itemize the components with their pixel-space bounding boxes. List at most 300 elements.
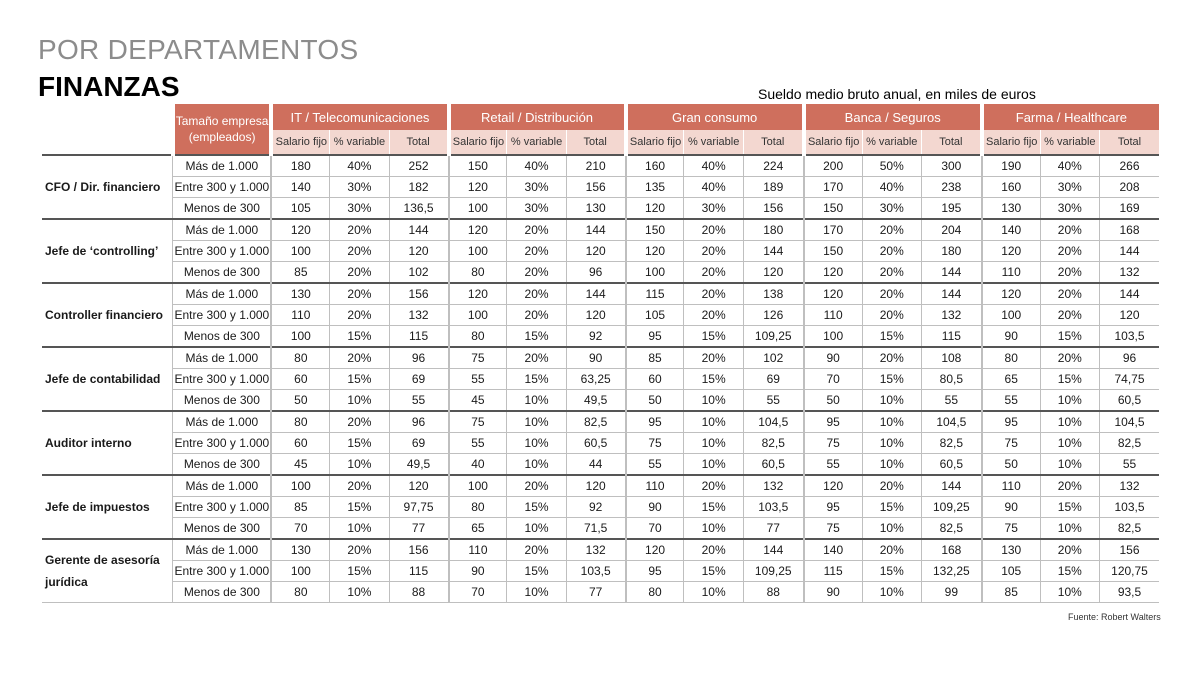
value-cell: 20% xyxy=(330,347,389,369)
value-cell: 15% xyxy=(507,561,566,582)
value-cell: 100 xyxy=(271,241,329,262)
value-cell: 20% xyxy=(684,305,743,326)
value-cell: 180 xyxy=(743,219,803,241)
value-cell: 10% xyxy=(684,411,743,433)
value-cell: 10% xyxy=(330,390,389,412)
value-cell: 115 xyxy=(389,326,448,348)
value-cell: 20% xyxy=(1040,305,1099,326)
value-cell: 20% xyxy=(862,305,921,326)
value-cell: 135 xyxy=(626,177,684,198)
value-cell: 120 xyxy=(566,475,625,497)
value-cell: 20% xyxy=(1040,539,1099,561)
value-cell: 224 xyxy=(743,155,803,177)
value-cell: 10% xyxy=(684,454,743,476)
value-cell: 10% xyxy=(1040,454,1099,476)
value-cell: 115 xyxy=(626,283,684,305)
value-cell: 15% xyxy=(507,497,566,518)
company-size-header: Tamaño empresa (empleados) xyxy=(173,104,272,155)
value-cell: 120 xyxy=(626,198,684,220)
value-cell: 150 xyxy=(449,155,507,177)
value-cell: 168 xyxy=(1100,219,1160,241)
value-cell: 20% xyxy=(862,219,921,241)
value-cell: 20% xyxy=(1040,347,1099,369)
value-cell: 40 xyxy=(449,454,507,476)
company-size-cell: Entre 300 y 1.000 xyxy=(173,433,272,454)
value-cell: 140 xyxy=(271,177,329,198)
value-cell: 15% xyxy=(862,326,921,348)
value-cell: 103,5 xyxy=(1100,497,1160,518)
value-cell: 49,5 xyxy=(566,390,625,412)
value-cell: 169 xyxy=(1100,198,1160,220)
value-cell: 30% xyxy=(862,198,921,220)
value-cell: 144 xyxy=(566,219,625,241)
value-cell: 120 xyxy=(743,262,803,284)
value-cell: 144 xyxy=(743,539,803,561)
company-size-cell: Menos de 300 xyxy=(173,198,272,220)
value-cell: 300 xyxy=(921,155,981,177)
value-cell: 95 xyxy=(982,411,1040,433)
value-cell: 15% xyxy=(330,369,389,390)
column-subheader: % variable xyxy=(507,130,566,155)
value-cell: 65 xyxy=(449,518,507,540)
value-cell: 15% xyxy=(684,497,743,518)
value-cell: 80 xyxy=(449,262,507,284)
value-cell: 156 xyxy=(566,177,625,198)
value-cell: 105 xyxy=(982,561,1040,582)
value-cell: 20% xyxy=(684,219,743,241)
value-cell: 15% xyxy=(862,369,921,390)
value-cell: 10% xyxy=(684,518,743,540)
company-size-cell: Menos de 300 xyxy=(173,518,272,540)
value-cell: 75 xyxy=(982,518,1040,540)
value-cell: 144 xyxy=(1100,283,1160,305)
company-size-cell: Entre 300 y 1.000 xyxy=(173,241,272,262)
value-cell: 69 xyxy=(389,433,448,454)
value-cell: 10% xyxy=(1040,582,1099,603)
value-cell: 103,5 xyxy=(566,561,625,582)
value-cell: 15% xyxy=(1040,369,1099,390)
value-cell: 120 xyxy=(389,241,448,262)
value-cell: 10% xyxy=(862,433,921,454)
value-cell: 170 xyxy=(804,177,862,198)
value-cell: 50 xyxy=(804,390,862,412)
value-cell: 120 xyxy=(1100,305,1160,326)
value-cell: 10% xyxy=(1040,411,1099,433)
group-header: IT / Telecomunicaciones xyxy=(271,104,448,130)
value-cell: 93,5 xyxy=(1100,582,1160,603)
value-cell: 20% xyxy=(862,262,921,284)
value-cell: 120 xyxy=(271,219,329,241)
table-row xyxy=(42,411,1159,433)
value-cell: 15% xyxy=(684,326,743,348)
company-size-cell: Menos de 300 xyxy=(173,390,272,412)
value-cell: 80 xyxy=(449,497,507,518)
value-cell: 40% xyxy=(684,177,743,198)
group-header: Retail / Distribución xyxy=(449,104,626,130)
value-cell: 170 xyxy=(804,219,862,241)
value-cell: 15% xyxy=(507,326,566,348)
value-cell: 63,25 xyxy=(566,369,625,390)
value-cell: 97,75 xyxy=(389,497,448,518)
value-cell: 180 xyxy=(271,155,329,177)
value-cell: 195 xyxy=(921,198,981,220)
value-cell: 150 xyxy=(626,219,684,241)
value-cell: 55 xyxy=(449,433,507,454)
value-cell: 20% xyxy=(507,539,566,561)
company-size-cell: Menos de 300 xyxy=(173,454,272,476)
value-cell: 10% xyxy=(862,518,921,540)
value-cell: 160 xyxy=(626,155,684,177)
value-cell: 20% xyxy=(507,219,566,241)
value-cell: 102 xyxy=(389,262,448,284)
value-cell: 110 xyxy=(626,475,684,497)
role-label: Jefe de impuestos xyxy=(42,475,173,539)
value-cell: 110 xyxy=(271,305,329,326)
value-cell: 189 xyxy=(743,177,803,198)
value-cell: 88 xyxy=(389,582,448,603)
value-cell: 15% xyxy=(684,369,743,390)
value-cell: 110 xyxy=(982,262,1040,284)
value-cell: 109,25 xyxy=(743,561,803,582)
value-cell: 130 xyxy=(566,198,625,220)
company-size-cell: Más de 1.000 xyxy=(173,411,272,433)
company-size-cell: Entre 300 y 1.000 xyxy=(173,305,272,326)
value-cell: 55 xyxy=(626,454,684,476)
value-cell: 95 xyxy=(626,411,684,433)
value-cell: 99 xyxy=(921,582,981,603)
column-subheader: % variable xyxy=(684,130,743,155)
value-cell: 20% xyxy=(330,475,389,497)
table-row xyxy=(42,390,1159,412)
value-cell: 80 xyxy=(982,347,1040,369)
value-cell: 55 xyxy=(1100,454,1160,476)
value-cell: 55 xyxy=(804,454,862,476)
value-cell: 132 xyxy=(389,305,448,326)
value-cell: 55 xyxy=(982,390,1040,412)
value-cell: 130 xyxy=(271,283,329,305)
value-cell: 40% xyxy=(330,155,389,177)
value-cell: 10% xyxy=(507,390,566,412)
table-row xyxy=(42,433,1159,454)
value-cell: 82,5 xyxy=(921,518,981,540)
value-cell: 15% xyxy=(862,561,921,582)
value-cell: 15% xyxy=(862,497,921,518)
value-cell: 120 xyxy=(982,241,1040,262)
table-row xyxy=(42,518,1159,540)
value-cell: 210 xyxy=(566,155,625,177)
value-cell: 95 xyxy=(626,326,684,348)
group-header: Banca / Seguros xyxy=(804,104,982,130)
value-cell: 204 xyxy=(921,219,981,241)
value-cell: 120,75 xyxy=(1100,561,1160,582)
corner-cell xyxy=(42,104,173,130)
company-size-cell: Más de 1.000 xyxy=(173,539,272,561)
value-cell: 60 xyxy=(626,369,684,390)
role-label: CFO / Dir. financiero xyxy=(42,155,173,219)
value-cell: 80 xyxy=(271,411,329,433)
value-cell: 50% xyxy=(862,155,921,177)
column-subheader: Salario fijo xyxy=(626,130,684,155)
value-cell: 90 xyxy=(982,497,1040,518)
table-row xyxy=(42,497,1159,518)
units-note: Sueldo medio bruto anual, en miles de euros xyxy=(758,86,1036,102)
value-cell: 10% xyxy=(507,582,566,603)
company-size-cell: Entre 300 y 1.000 xyxy=(173,497,272,518)
value-cell: 20% xyxy=(507,305,566,326)
value-cell: 144 xyxy=(921,475,981,497)
value-cell: 95 xyxy=(804,497,862,518)
column-subheader: % variable xyxy=(330,130,389,155)
value-cell: 20% xyxy=(330,539,389,561)
value-cell: 238 xyxy=(921,177,981,198)
value-cell: 82,5 xyxy=(743,433,803,454)
value-cell: 100 xyxy=(449,305,507,326)
company-size-cell: Entre 300 y 1.000 xyxy=(173,369,272,390)
value-cell: 144 xyxy=(566,283,625,305)
table-row xyxy=(42,219,1159,241)
value-cell: 85 xyxy=(982,582,1040,603)
value-cell: 20% xyxy=(1040,219,1099,241)
value-cell: 20% xyxy=(862,539,921,561)
value-cell: 10% xyxy=(862,411,921,433)
value-cell: 15% xyxy=(330,561,389,582)
value-cell: 50 xyxy=(626,390,684,412)
table-row xyxy=(42,283,1159,305)
value-cell: 100 xyxy=(271,326,329,348)
value-cell: 160 xyxy=(982,177,1040,198)
value-cell: 82,5 xyxy=(1100,433,1160,454)
value-cell: 10% xyxy=(330,518,389,540)
company-size-cell: Más de 1.000 xyxy=(173,283,272,305)
value-cell: 20% xyxy=(1040,241,1099,262)
value-cell: 104,5 xyxy=(1100,411,1160,433)
value-cell: 90 xyxy=(804,347,862,369)
value-cell: 266 xyxy=(1100,155,1160,177)
value-cell: 75 xyxy=(804,433,862,454)
value-cell: 132 xyxy=(921,305,981,326)
value-cell: 138 xyxy=(743,283,803,305)
value-cell: 10% xyxy=(1040,518,1099,540)
role-label: Jefe de contabilidad xyxy=(42,347,173,411)
table-row xyxy=(42,155,1159,177)
salary-table xyxy=(42,104,1159,603)
value-cell: 90 xyxy=(566,347,625,369)
value-cell: 168 xyxy=(921,539,981,561)
value-cell: 120 xyxy=(389,475,448,497)
table-row xyxy=(42,177,1159,198)
value-cell: 144 xyxy=(389,219,448,241)
value-cell: 20% xyxy=(862,347,921,369)
group-header: Gran consumo xyxy=(626,104,804,130)
value-cell: 109,25 xyxy=(743,326,803,348)
value-cell: 150 xyxy=(804,198,862,220)
column-subheader: % variable xyxy=(1040,130,1099,155)
value-cell: 90 xyxy=(804,582,862,603)
value-cell: 120 xyxy=(449,219,507,241)
company-size-cell: Menos de 300 xyxy=(173,582,272,603)
value-cell: 103,5 xyxy=(1100,326,1160,348)
table-row xyxy=(42,305,1159,326)
table-row xyxy=(42,539,1159,561)
value-cell: 70 xyxy=(626,518,684,540)
value-cell: 10% xyxy=(862,390,921,412)
value-cell: 45 xyxy=(449,390,507,412)
value-cell: 20% xyxy=(684,283,743,305)
value-cell: 85 xyxy=(271,497,329,518)
value-cell: 200 xyxy=(804,155,862,177)
value-cell: 100 xyxy=(449,241,507,262)
value-cell: 20% xyxy=(1040,262,1099,284)
column-subheader: Total xyxy=(1100,130,1160,155)
value-cell: 110 xyxy=(449,539,507,561)
value-cell: 75 xyxy=(982,433,1040,454)
value-cell: 115 xyxy=(921,326,981,348)
value-cell: 20% xyxy=(1040,283,1099,305)
value-cell: 115 xyxy=(804,561,862,582)
value-cell: 74,75 xyxy=(1100,369,1160,390)
value-cell: 132 xyxy=(566,539,625,561)
value-cell: 109,25 xyxy=(921,497,981,518)
value-cell: 130 xyxy=(982,198,1040,220)
value-cell: 20% xyxy=(507,241,566,262)
value-cell: 208 xyxy=(1100,177,1160,198)
role-label: Controller financiero xyxy=(42,283,173,347)
value-cell: 10% xyxy=(330,582,389,603)
value-cell: 77 xyxy=(566,582,625,603)
value-cell: 40% xyxy=(862,177,921,198)
value-cell: 60 xyxy=(271,369,329,390)
value-cell: 20% xyxy=(862,283,921,305)
value-cell: 30% xyxy=(330,198,389,220)
value-cell: 126 xyxy=(743,305,803,326)
value-cell: 132 xyxy=(1100,262,1160,284)
table-row xyxy=(42,347,1159,369)
value-cell: 70 xyxy=(449,582,507,603)
value-cell: 140 xyxy=(982,219,1040,241)
value-cell: 10% xyxy=(684,582,743,603)
company-size-cell: Entre 300 y 1.000 xyxy=(173,177,272,198)
table-row xyxy=(42,198,1159,220)
value-cell: 55 xyxy=(389,390,448,412)
value-cell: 60,5 xyxy=(921,454,981,476)
value-cell: 115 xyxy=(389,561,448,582)
value-cell: 90 xyxy=(982,326,1040,348)
value-cell: 10% xyxy=(862,582,921,603)
value-cell: 20% xyxy=(507,475,566,497)
value-cell: 144 xyxy=(743,241,803,262)
value-cell: 55 xyxy=(743,390,803,412)
value-cell: 104,5 xyxy=(743,411,803,433)
column-subheader: % variable xyxy=(862,130,921,155)
value-cell: 40% xyxy=(1040,155,1099,177)
value-cell: 110 xyxy=(982,475,1040,497)
value-cell: 15% xyxy=(684,561,743,582)
value-cell: 75 xyxy=(626,433,684,454)
value-cell: 70 xyxy=(804,369,862,390)
value-cell: 69 xyxy=(389,369,448,390)
value-cell: 20% xyxy=(862,241,921,262)
value-cell: 120 xyxy=(449,177,507,198)
value-cell: 88 xyxy=(743,582,803,603)
value-cell: 144 xyxy=(921,283,981,305)
value-cell: 60,5 xyxy=(743,454,803,476)
value-cell: 77 xyxy=(743,518,803,540)
value-cell: 69 xyxy=(743,369,803,390)
value-cell: 20% xyxy=(684,262,743,284)
value-cell: 132 xyxy=(1100,475,1160,497)
value-cell: 20% xyxy=(330,241,389,262)
value-cell: 82,5 xyxy=(566,411,625,433)
source-note: Fuente: Robert Walters xyxy=(1068,612,1161,622)
value-cell: 10% xyxy=(507,411,566,433)
company-size-cell: Más de 1.000 xyxy=(173,475,272,497)
table-row xyxy=(42,582,1159,603)
column-subheader: Salario fijo xyxy=(804,130,862,155)
value-cell: 75 xyxy=(804,518,862,540)
value-cell: 65 xyxy=(982,369,1040,390)
value-cell: 120 xyxy=(804,475,862,497)
value-cell: 110 xyxy=(804,305,862,326)
value-cell: 136,5 xyxy=(389,198,448,220)
value-cell: 100 xyxy=(982,305,1040,326)
value-cell: 140 xyxy=(804,539,862,561)
value-cell: 50 xyxy=(271,390,329,412)
value-cell: 15% xyxy=(330,326,389,348)
value-cell: 100 xyxy=(271,561,329,582)
value-cell: 70 xyxy=(271,518,329,540)
value-cell: 156 xyxy=(743,198,803,220)
value-cell: 156 xyxy=(1100,539,1160,561)
value-cell: 15% xyxy=(507,369,566,390)
role-label: Auditor interno xyxy=(42,411,173,475)
value-cell: 77 xyxy=(389,518,448,540)
value-cell: 15% xyxy=(1040,326,1099,348)
table-row xyxy=(42,475,1159,497)
value-cell: 82,5 xyxy=(921,433,981,454)
value-cell: 45 xyxy=(271,454,329,476)
value-cell: 132 xyxy=(743,475,803,497)
value-cell: 120 xyxy=(566,241,625,262)
value-cell: 20% xyxy=(507,347,566,369)
value-cell: 100 xyxy=(449,475,507,497)
value-cell: 10% xyxy=(507,518,566,540)
value-cell: 80,5 xyxy=(921,369,981,390)
value-cell: 252 xyxy=(389,155,448,177)
value-cell: 120 xyxy=(449,283,507,305)
corner-cell xyxy=(42,130,173,155)
value-cell: 20% xyxy=(330,262,389,284)
value-cell: 10% xyxy=(1040,390,1099,412)
company-size-cell: Entre 300 y 1.000 xyxy=(173,561,272,582)
value-cell: 10% xyxy=(684,433,743,454)
value-cell: 85 xyxy=(271,262,329,284)
value-cell: 60,5 xyxy=(566,433,625,454)
value-cell: 100 xyxy=(626,262,684,284)
value-cell: 15% xyxy=(1040,497,1099,518)
value-cell: 156 xyxy=(389,283,448,305)
role-label: Jefe de ‘controlling’ xyxy=(42,219,173,283)
company-size-cell: Más de 1.000 xyxy=(173,219,272,241)
value-cell: 30% xyxy=(1040,177,1099,198)
value-cell: 130 xyxy=(982,539,1040,561)
value-cell: 30% xyxy=(507,198,566,220)
value-cell: 20% xyxy=(330,305,389,326)
value-cell: 50 xyxy=(982,454,1040,476)
company-size-cell: Más de 1.000 xyxy=(173,155,272,177)
value-cell: 85 xyxy=(626,347,684,369)
value-cell: 10% xyxy=(330,454,389,476)
value-cell: 20% xyxy=(684,241,743,262)
